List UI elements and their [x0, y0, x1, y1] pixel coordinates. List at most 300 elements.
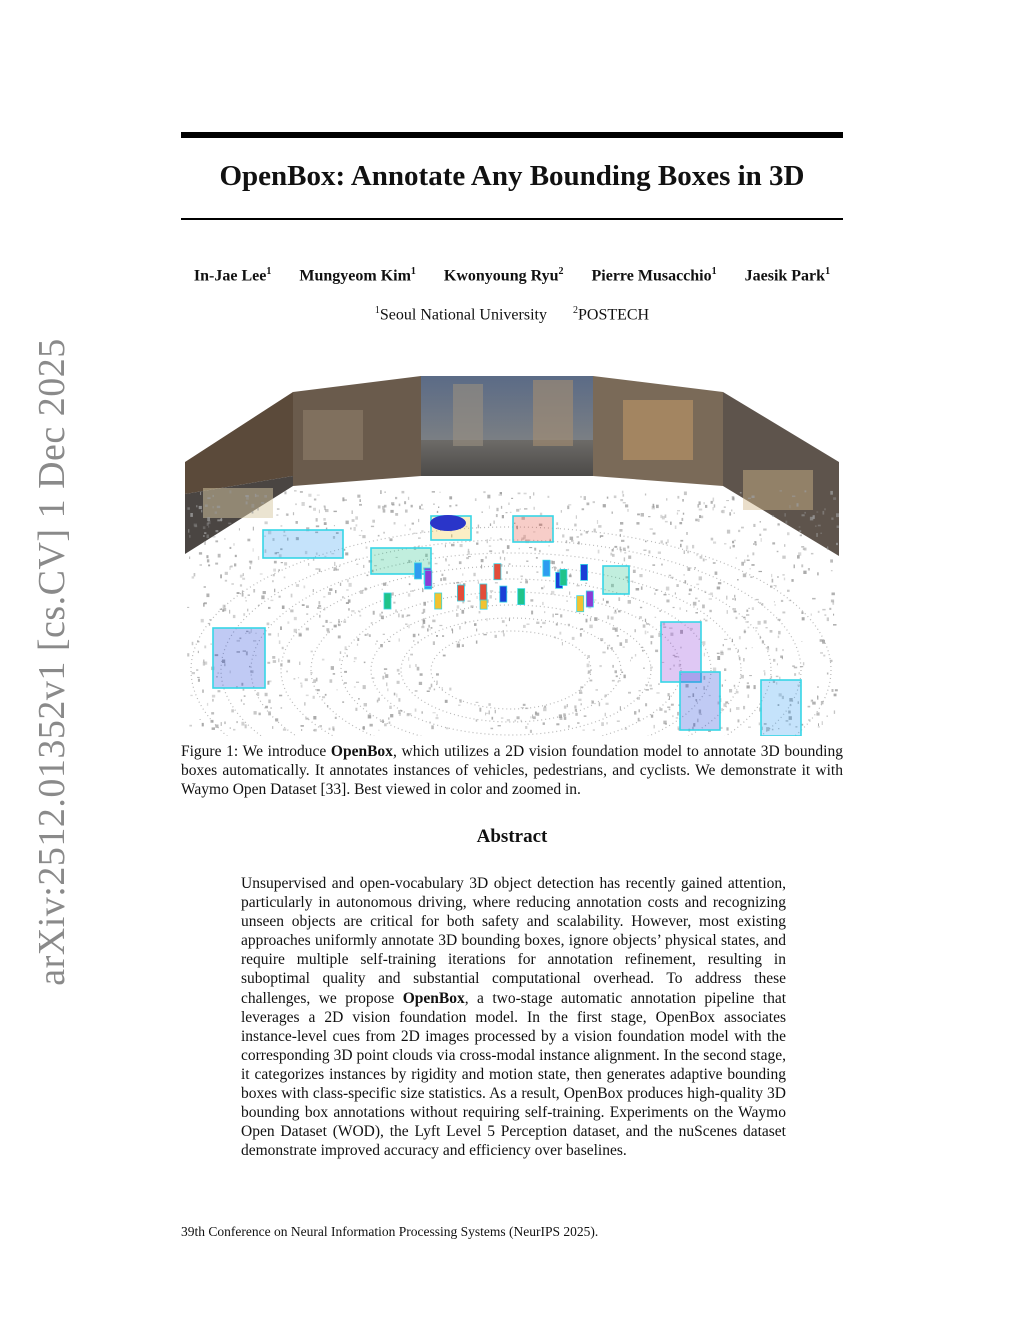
lidar-point [359, 615, 361, 617]
lidar-point [402, 491, 405, 494]
lidar-point [458, 705, 460, 706]
lidar-point [787, 532, 790, 535]
lidar-point [506, 625, 507, 627]
lidar-point [254, 711, 257, 715]
lidar-point [736, 557, 737, 559]
lidar-point [589, 625, 593, 629]
lidar-point [323, 518, 326, 521]
lidar-point [476, 629, 477, 632]
lidar-point [494, 521, 495, 524]
lidar-point [743, 658, 745, 662]
lidar-point [542, 602, 543, 605]
lidar-point [574, 524, 576, 527]
lidar-point [752, 552, 754, 555]
author: Kwonyoung Ryu$^2$ [443, 266, 564, 285]
lidar-point [422, 613, 424, 614]
lidar-point [533, 716, 536, 719]
lidar-point [357, 644, 358, 646]
lidar-point [611, 617, 614, 620]
lidar-point [216, 530, 219, 532]
lidar-point [306, 695, 309, 697]
lidar-point [189, 725, 192, 727]
lidar-point [476, 543, 478, 545]
lidar-point [815, 526, 816, 527]
lidar-point [243, 613, 245, 616]
lidar-point [418, 634, 419, 636]
lidar-point [422, 624, 423, 627]
lidar-point [442, 574, 444, 576]
lidar-point [628, 600, 631, 604]
lidar-point [218, 554, 221, 558]
lidar-point [666, 600, 669, 603]
lidar-point [524, 493, 527, 495]
lidar-point [389, 706, 392, 709]
lidar-point [482, 511, 483, 513]
lidar-point [599, 702, 600, 706]
lidar-point [423, 620, 426, 624]
lidar-point [276, 515, 278, 516]
lidar-point [829, 608, 831, 610]
lidar-point [558, 528, 559, 530]
lidar-point [393, 602, 395, 604]
lidar-point [643, 668, 645, 669]
lidar-point [390, 538, 393, 541]
lidar-point [523, 704, 526, 706]
lidar-point [720, 651, 723, 653]
lidar-point [671, 704, 674, 706]
lidar-point [436, 673, 439, 675]
lidar-point [225, 572, 228, 575]
lidar-point [334, 511, 337, 512]
lidar-point [430, 629, 431, 630]
lidar-point [607, 497, 609, 499]
lidar-point [612, 680, 615, 682]
lidar-point [394, 522, 396, 524]
bounding-box [213, 628, 265, 688]
lidar-point [222, 609, 224, 612]
lidar-point [268, 711, 271, 715]
lidar-point [728, 648, 732, 650]
lidar-point [298, 633, 301, 637]
lidar-point [381, 612, 383, 614]
lidar-point [433, 503, 435, 505]
lidar-point [804, 512, 806, 514]
lidar-point [743, 617, 745, 619]
lidar-point [614, 546, 617, 548]
lidar-point [501, 506, 502, 509]
lidar-point [278, 569, 280, 571]
lidar-point [279, 695, 282, 697]
lidar-point [402, 615, 404, 618]
lidar-point [212, 727, 215, 730]
lidar-point [359, 535, 362, 536]
lidar-point [658, 683, 660, 685]
lidar-point [736, 617, 738, 619]
lidar-point [196, 669, 198, 670]
lidar-point [656, 692, 659, 694]
lidar-point [586, 619, 588, 623]
lidar-point [279, 640, 281, 644]
lidar-point [624, 557, 625, 561]
lidar-point [730, 547, 731, 549]
lidar-point [654, 725, 655, 729]
lidar-point [418, 537, 421, 539]
lidar-point [567, 506, 569, 510]
lidar-point [645, 631, 647, 635]
lidar-point [251, 504, 254, 508]
lidar-point [201, 619, 204, 623]
lidar-point [406, 616, 408, 617]
lidar-point [204, 602, 207, 604]
lidar-point [695, 598, 698, 600]
lidar-point [192, 642, 194, 645]
lidar-point [537, 713, 540, 716]
lidar-point [367, 575, 369, 577]
lidar-point [346, 602, 349, 604]
lidar-point [405, 510, 408, 513]
lidar-point [676, 717, 678, 719]
lidar-point [387, 688, 388, 691]
author-list [150, 266, 874, 285]
lidar-point [759, 602, 761, 604]
lidar-point [704, 619, 706, 621]
lidar-point [243, 573, 244, 576]
lidar-point [199, 719, 201, 720]
lidar-point [641, 586, 643, 589]
lidar-point [333, 728, 335, 731]
lidar-point [294, 629, 297, 633]
lidar-point [274, 561, 277, 564]
lidar-point [721, 510, 723, 512]
lidar-point [527, 723, 529, 724]
lidar-point [670, 522, 672, 525]
lidar-point [526, 561, 528, 562]
lidar-point [423, 602, 426, 606]
lidar-point [722, 684, 723, 686]
lidar-point [204, 586, 206, 587]
lidar-point [240, 575, 243, 578]
lidar-point [421, 504, 423, 506]
lidar-point [625, 639, 628, 643]
lidar-point [314, 499, 316, 501]
lidar-point [432, 620, 435, 623]
lidar-point [333, 673, 335, 675]
lidar-point [761, 538, 762, 542]
lidar-point [267, 623, 270, 626]
lidar-point [274, 589, 275, 593]
lidar-point [641, 513, 644, 517]
lidar-point [433, 583, 435, 584]
lidar-point [230, 727, 231, 729]
lidar-point [359, 611, 361, 613]
lidar-point [340, 583, 341, 586]
lidar-point [322, 659, 325, 661]
lidar-point [496, 508, 498, 511]
lidar-point [635, 629, 636, 632]
author: Pierre Musacchio$^1$ [591, 266, 717, 285]
lidar-point [449, 505, 451, 507]
lidar-point [633, 570, 636, 573]
author: Jaesik Park$^1$ [744, 266, 831, 285]
lidar-point [823, 655, 825, 657]
lidar-point [669, 575, 671, 576]
lidar-point [301, 725, 304, 727]
lidar-point [699, 576, 702, 580]
lidar-point [504, 557, 505, 560]
lidar-point [313, 679, 316, 683]
lidar-point [659, 708, 662, 711]
lidar-point [727, 530, 730, 534]
lidar-point [236, 721, 238, 723]
lidar-point [776, 648, 778, 652]
lidar-point [279, 596, 281, 598]
lidar-point [583, 729, 585, 731]
lidar-point [772, 515, 774, 517]
lidar-point [519, 548, 520, 549]
lidar-point [215, 540, 218, 542]
lidar-point [392, 592, 394, 595]
lidar-point [801, 641, 802, 642]
lidar-point [415, 709, 417, 712]
lidar-point [652, 564, 655, 566]
lidar-point [564, 706, 566, 709]
lidar-point [282, 647, 284, 649]
lidar-point [568, 725, 569, 727]
lidar-point [580, 633, 582, 637]
lidar-point [287, 660, 290, 663]
lidar-point [487, 618, 488, 621]
lidar-point [363, 726, 364, 730]
lidar-point [567, 600, 568, 602]
lidar-point [836, 543, 838, 545]
lidar-point [322, 625, 324, 627]
lidar-point [544, 706, 546, 708]
lidar-point [777, 551, 779, 552]
lidar-point [399, 713, 401, 716]
lidar-point [724, 639, 727, 640]
lidar-point [498, 725, 501, 726]
lidar-point [661, 564, 663, 566]
lidar-point [741, 562, 744, 566]
lidar-point [399, 638, 400, 641]
lidar-point [417, 667, 420, 671]
lidar-point [317, 689, 320, 691]
lidar-point [536, 557, 538, 559]
lidar-point [335, 590, 337, 593]
lidar-point [325, 620, 327, 623]
lidar-point [704, 502, 705, 504]
pedestrian-instance [435, 593, 442, 609]
lidar-point [711, 501, 713, 504]
lidar-point [207, 703, 208, 706]
lidar-point [601, 722, 604, 726]
lidar-point [207, 497, 210, 499]
lidar-point [718, 582, 721, 584]
lidar-point [617, 635, 619, 637]
pedestrian-instance [494, 564, 501, 580]
lidar-point [459, 626, 461, 630]
lidar-point [479, 611, 481, 613]
paper-title: OpenBox: Annotate Any Bounding Boxes in 3D [219, 160, 805, 192]
lidar-point [695, 519, 698, 522]
lidar-point [199, 552, 202, 554]
lidar-point [189, 557, 190, 560]
lidar-point [684, 492, 687, 496]
lidar-point [701, 516, 704, 519]
lidar-point [376, 641, 378, 643]
lidar-point [313, 730, 315, 732]
lidar-point [525, 581, 528, 584]
bounding-box [761, 680, 801, 736]
lidar-point [832, 593, 835, 596]
lidar-point [717, 656, 720, 660]
lidar-point [240, 584, 242, 586]
lidar-point [261, 502, 264, 504]
lidar-point [459, 561, 462, 564]
lidar-point [253, 548, 254, 552]
lidar-point [800, 535, 802, 537]
lidar-point [490, 537, 491, 539]
lidar-point [578, 699, 581, 701]
lidar-point [283, 729, 286, 731]
lidar-point [204, 646, 206, 649]
lidar-point [655, 650, 658, 653]
lidar-point [233, 615, 236, 618]
lidar-point [524, 508, 527, 510]
lidar-point [495, 635, 497, 638]
lidar-point [443, 577, 446, 580]
lidar-point [298, 677, 299, 678]
panorama-and-point-cloud-illustration [183, 370, 841, 736]
lidar-point [346, 655, 348, 657]
lidar-point [759, 723, 760, 726]
lidar-point [478, 581, 479, 584]
lidar-point [653, 533, 656, 535]
lidar-point [458, 642, 460, 643]
lidar-point [509, 618, 510, 621]
lidar-point [208, 565, 210, 567]
lidar-point [772, 542, 775, 544]
lidar-point [587, 503, 590, 506]
lidar-point [584, 715, 587, 717]
lidar-point [284, 491, 286, 494]
lidar-point [752, 496, 755, 499]
lidar-point [736, 691, 739, 693]
lidar-point [682, 499, 684, 502]
lidar-point [306, 605, 309, 608]
lidar-point [395, 609, 397, 612]
lidar-point [290, 610, 293, 613]
lidar-point [590, 618, 591, 622]
lidar-point [224, 722, 226, 725]
lidar-point [739, 636, 741, 639]
pedestrian-instance [560, 569, 567, 585]
lidar-point [272, 656, 275, 659]
lidar-point [645, 703, 647, 706]
pedestrian-instance [518, 589, 525, 605]
lidar-point [375, 643, 376, 645]
lidar-point [272, 580, 274, 582]
lidar-point [737, 579, 739, 581]
lidar-point [476, 719, 478, 721]
lidar-point [544, 586, 545, 588]
lidar-point [621, 540, 624, 542]
lidar-point [699, 509, 703, 511]
lidar-point [230, 547, 232, 549]
lidar-point [187, 653, 189, 656]
lidar-point [378, 698, 380, 701]
lidar-point [516, 509, 519, 512]
lidar-point [203, 660, 205, 663]
lidar-point [816, 533, 818, 537]
lidar-point [645, 541, 647, 543]
lidar-point [449, 688, 451, 691]
lidar-point [357, 638, 359, 641]
lidar-point [805, 490, 807, 492]
lidar-point [329, 588, 332, 591]
lidar-point [799, 530, 801, 532]
lidar-point [501, 631, 502, 632]
lidar-point [794, 565, 796, 569]
lidar-point [412, 590, 414, 591]
lidar-point [364, 662, 366, 664]
lidar-point [360, 590, 363, 594]
lidar-point [653, 504, 655, 508]
lidar-point [197, 641, 199, 643]
lidar-point [582, 508, 585, 510]
lidar-point [330, 679, 333, 683]
lidar-point [783, 649, 784, 651]
lidar-point [350, 528, 352, 530]
lidar-point [382, 589, 383, 590]
lidar-point [371, 622, 373, 624]
lidar-point [659, 610, 661, 612]
lidar-point [413, 640, 414, 641]
lidar-point [502, 550, 504, 553]
lidar-point [713, 668, 716, 672]
pedestrian-instance [586, 591, 593, 607]
lidar-point [302, 604, 305, 606]
lidar-point [715, 572, 718, 575]
lidar-point [483, 491, 485, 493]
lidar-point [775, 586, 776, 587]
author: Mungyeom Kim$^1$ [299, 266, 416, 285]
lidar-point [830, 660, 833, 662]
lidar-point [773, 659, 775, 662]
lidar-point [359, 504, 362, 506]
lidar-point [509, 563, 511, 565]
lidar-point [409, 625, 410, 629]
lidar-point [831, 518, 833, 520]
lidar-point [618, 680, 621, 681]
lidar-point [566, 549, 569, 551]
lidar-point [827, 617, 829, 621]
lidar-point [667, 707, 670, 708]
lidar-point [468, 556, 471, 557]
lidar-point [664, 711, 667, 713]
lidar-point [817, 686, 819, 688]
lidar-point [246, 496, 249, 500]
lidar-point [355, 516, 358, 519]
lidar-point [686, 546, 688, 550]
lidar-point [606, 601, 609, 604]
lidar-point [277, 508, 280, 510]
lidar-point [242, 590, 243, 593]
lidar-point [600, 536, 601, 538]
lidar-point [811, 614, 812, 616]
lidar-point [194, 525, 197, 527]
lidar-point [777, 524, 780, 526]
